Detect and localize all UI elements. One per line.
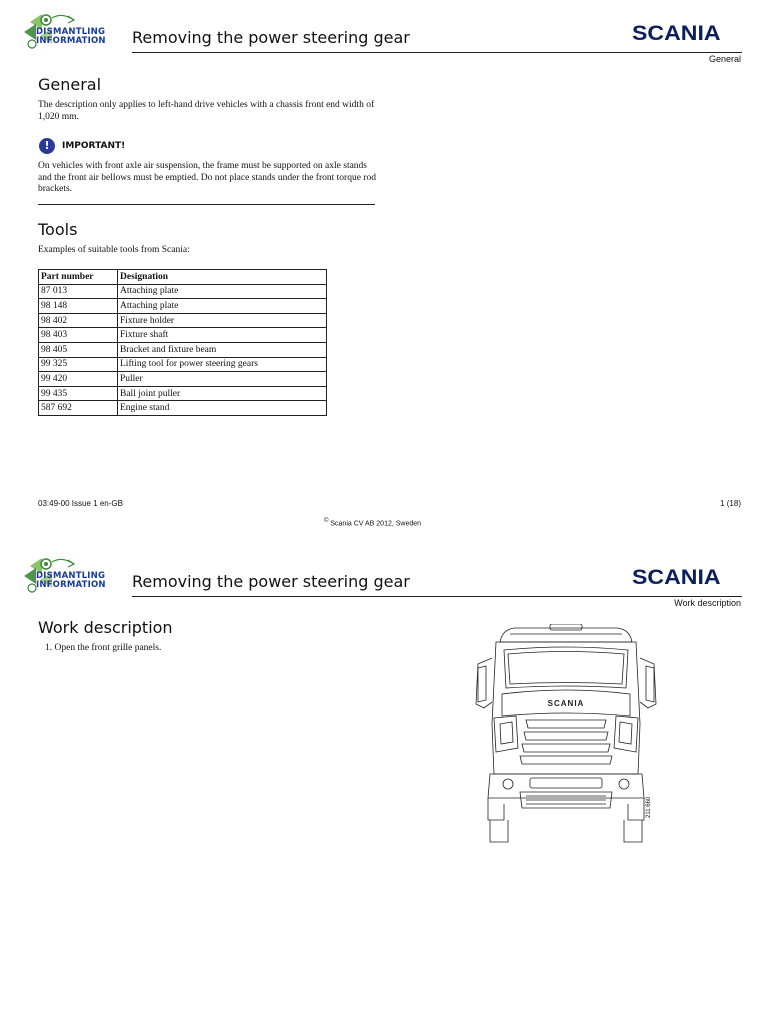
part-number-cell: 587 692 bbox=[39, 401, 118, 416]
header-divider bbox=[132, 596, 742, 597]
tools-heading: Tools bbox=[38, 220, 78, 239]
table-row bbox=[39, 386, 327, 401]
logo-line-1: DISMANTLING bbox=[36, 27, 106, 37]
copyright-icon: © bbox=[324, 518, 329, 524]
column-header-part-number: Part number bbox=[39, 270, 118, 285]
table-row bbox=[39, 342, 327, 357]
important-icon: ! bbox=[39, 138, 55, 154]
header-divider bbox=[132, 52, 742, 53]
designation-cell: Fixture shaft bbox=[118, 328, 327, 343]
logo-wordmark bbox=[36, 28, 106, 46]
part-number-cell: 99 325 bbox=[39, 357, 118, 372]
page-2 bbox=[0, 544, 768, 1024]
scania-brand-logo: SCANIA bbox=[632, 566, 721, 589]
important-text: On vehicles with front axle air suspension, the frame must be supported on axle stands and the front air bellows must be emptied. Do not place stands under the front torque rod brackets. bbox=[38, 161, 376, 194]
designation-cell: Bracket and fixture beam bbox=[118, 342, 327, 357]
section-label: Work description bbox=[674, 598, 741, 608]
table-header-row bbox=[39, 270, 327, 285]
table-row bbox=[39, 299, 327, 314]
table-row bbox=[39, 357, 327, 372]
logo-wordmark bbox=[36, 572, 106, 590]
designation-cell: Attaching plate bbox=[118, 299, 327, 314]
part-number-cell: 98 405 bbox=[39, 342, 118, 357]
step-1-text: 1. Open the front grille panels. bbox=[45, 643, 162, 653]
section-divider bbox=[38, 204, 375, 205]
designation-cell: Fixture holder bbox=[118, 313, 327, 328]
truck-front-illustration bbox=[470, 624, 662, 844]
part-number-cell: 98 402 bbox=[39, 313, 118, 328]
designation-cell: Puller bbox=[118, 372, 327, 387]
part-number-cell: 99 435 bbox=[39, 386, 118, 401]
designation-cell: Ball joint puller bbox=[118, 386, 327, 401]
section-label: General bbox=[708, 54, 741, 64]
designation-cell: Engine stand bbox=[118, 401, 327, 416]
table-row bbox=[39, 313, 327, 328]
logo-line-2: INFORMATION bbox=[36, 580, 106, 590]
logo-line-1: DISMANTLING bbox=[36, 571, 106, 581]
document-title: Removing the power steering gear bbox=[132, 572, 410, 591]
logo-line-2: INFORMATION bbox=[36, 36, 106, 46]
important-label: IMPORTANT! bbox=[62, 141, 126, 151]
copyright-text: Scania CV AB 2012, Sweden bbox=[330, 520, 422, 528]
scania-brand-logo: SCANIA bbox=[632, 22, 721, 45]
table-row bbox=[39, 372, 327, 387]
table-row bbox=[39, 328, 327, 343]
copyright-notice bbox=[324, 518, 421, 527]
tools-table bbox=[38, 269, 327, 416]
table-row bbox=[39, 401, 327, 416]
footer-doc-ref: 03:49-00 Issue 1 en-GB bbox=[38, 499, 123, 508]
part-number-cell: 87 013 bbox=[39, 284, 118, 299]
designation-cell: Attaching plate bbox=[118, 284, 327, 299]
designation-cell: Lifting tool for power steering gears bbox=[118, 357, 327, 372]
general-heading: General bbox=[38, 75, 102, 94]
table-row bbox=[39, 284, 327, 299]
document-title: Removing the power steering gear bbox=[132, 28, 410, 47]
figure-number: 211 660 bbox=[646, 796, 652, 818]
grille-badge-text: SCANIA bbox=[547, 699, 585, 708]
footer-page-number: 1 (18) bbox=[720, 499, 741, 508]
part-number-cell: 98 403 bbox=[39, 328, 118, 343]
part-number-cell: 99 420 bbox=[39, 372, 118, 387]
tools-intro: Examples of suitable tools from Scania: bbox=[38, 245, 190, 255]
part-number-cell: 98 148 bbox=[39, 299, 118, 314]
work-description-heading: Work description bbox=[38, 618, 173, 637]
general-description: The description only applies to left-hand drive vehicles with a chassis front end width of 1,020 mm. bbox=[38, 100, 375, 122]
column-header-designation: Designation bbox=[118, 270, 327, 285]
